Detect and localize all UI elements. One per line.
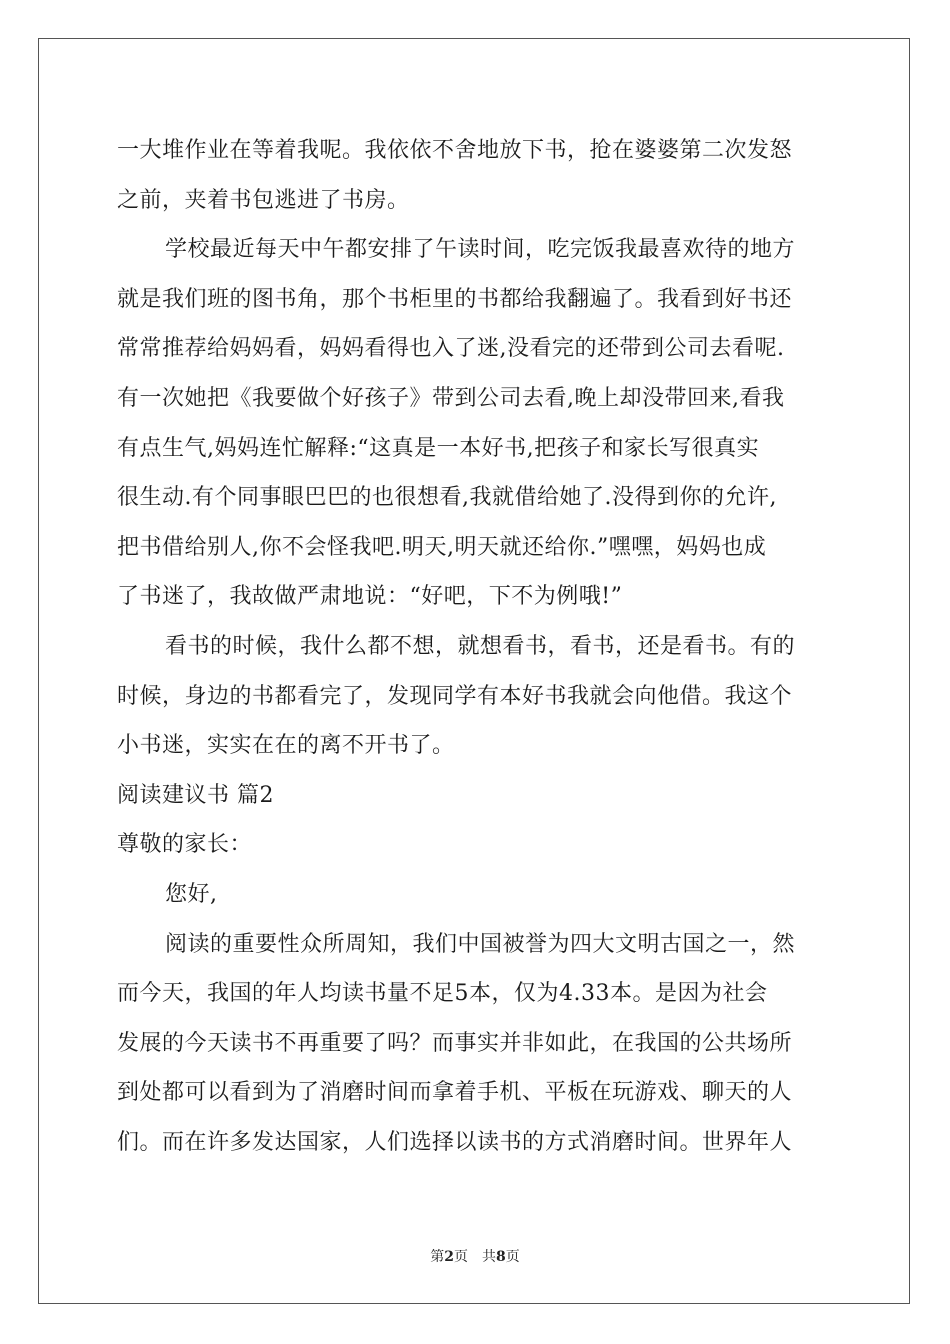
current-page-number: 2 (444, 1249, 454, 1265)
paragraph-line: 有点生气,妈妈连忙解释:“这真是一本好书,把孩子和家长写很真实 (117, 435, 760, 461)
paragraph-line: 很生动.有个同事眼巴巴的也很想看,我就借给她了.没得到你的允许, (117, 485, 777, 511)
paragraph-line: 时候，身边的书都看完了，发现同学有本好书我就会向他借。我这个 (117, 683, 793, 709)
paragraph-line: 了书迷了，我故做严肃地说：“好吧，下不为例哦!” (117, 584, 623, 610)
paragraph-line: 一大堆作业在等着我呢。我依依不舍地放下书，抢在婆婆第二次发怒 (117, 138, 793, 163)
document-body (117, 126, 837, 1167)
paragraph-line: 们。而在许多发达国家，人们选择以读书的方式消磨时间。世界年人 (117, 1129, 793, 1155)
salutation: 尊敬的家长： (117, 832, 253, 858)
paragraph-line: 而今天，我国的年人均读书量不足5本，仅为4.33本。是因为社会 (117, 981, 768, 1007)
total-page-number: 8 (496, 1249, 506, 1265)
paragraph-line: 到处都可以看到为了消磨时间而拿着手机、平板在玩游戏、聊天的人 (117, 1080, 793, 1106)
paragraph-line: 之前，夹着书包逃进了书房。 (117, 187, 410, 213)
section-heading: 阅读建议书 篇2 (117, 782, 274, 808)
paragraph-line: 就是我们班的图书角，那个书柜里的书都给我翻遍了。我看到好书还 (117, 286, 793, 312)
total-prefix: 共 (482, 1249, 496, 1265)
paragraph-line: 把书借给别人,你不会怪我吧.明天,明天就还给你.”嘿嘿，妈妈也成 (117, 534, 767, 560)
paragraph-line: 阅读的重要性众所周知，我们中国被誉为四大文明古国之一，然 (165, 931, 796, 957)
page-footer (0, 1246, 950, 1266)
paragraph-line: 看书的时候，我什么都不想，就想看书，看书，还是看书。有的 (165, 633, 796, 659)
paragraph-line: 有一次她把《我要做个好孩子》带到公司去看,晚上却没带回来,看我 (117, 385, 785, 411)
page-unit: 页 (454, 1249, 468, 1265)
paragraph-line: 常常推荐给妈妈看，妈妈看得也入了迷,没看完的还带到公司去看呢. (117, 336, 785, 362)
paragraph-line: 发展的今天读书不再重要了吗？而事实并非如此，在我国的公共场所 (117, 1030, 793, 1056)
paragraph-line: 学校最近每天中午都安排了午读时间，吃完饭我最喜欢待的地方 (165, 237, 796, 263)
page-prefix: 第 (430, 1249, 445, 1265)
paragraph-line: 小书迷，实实在在的离不开书了。 (117, 733, 455, 759)
greeting: 您好, (165, 881, 218, 907)
total-unit: 页 (505, 1249, 520, 1265)
